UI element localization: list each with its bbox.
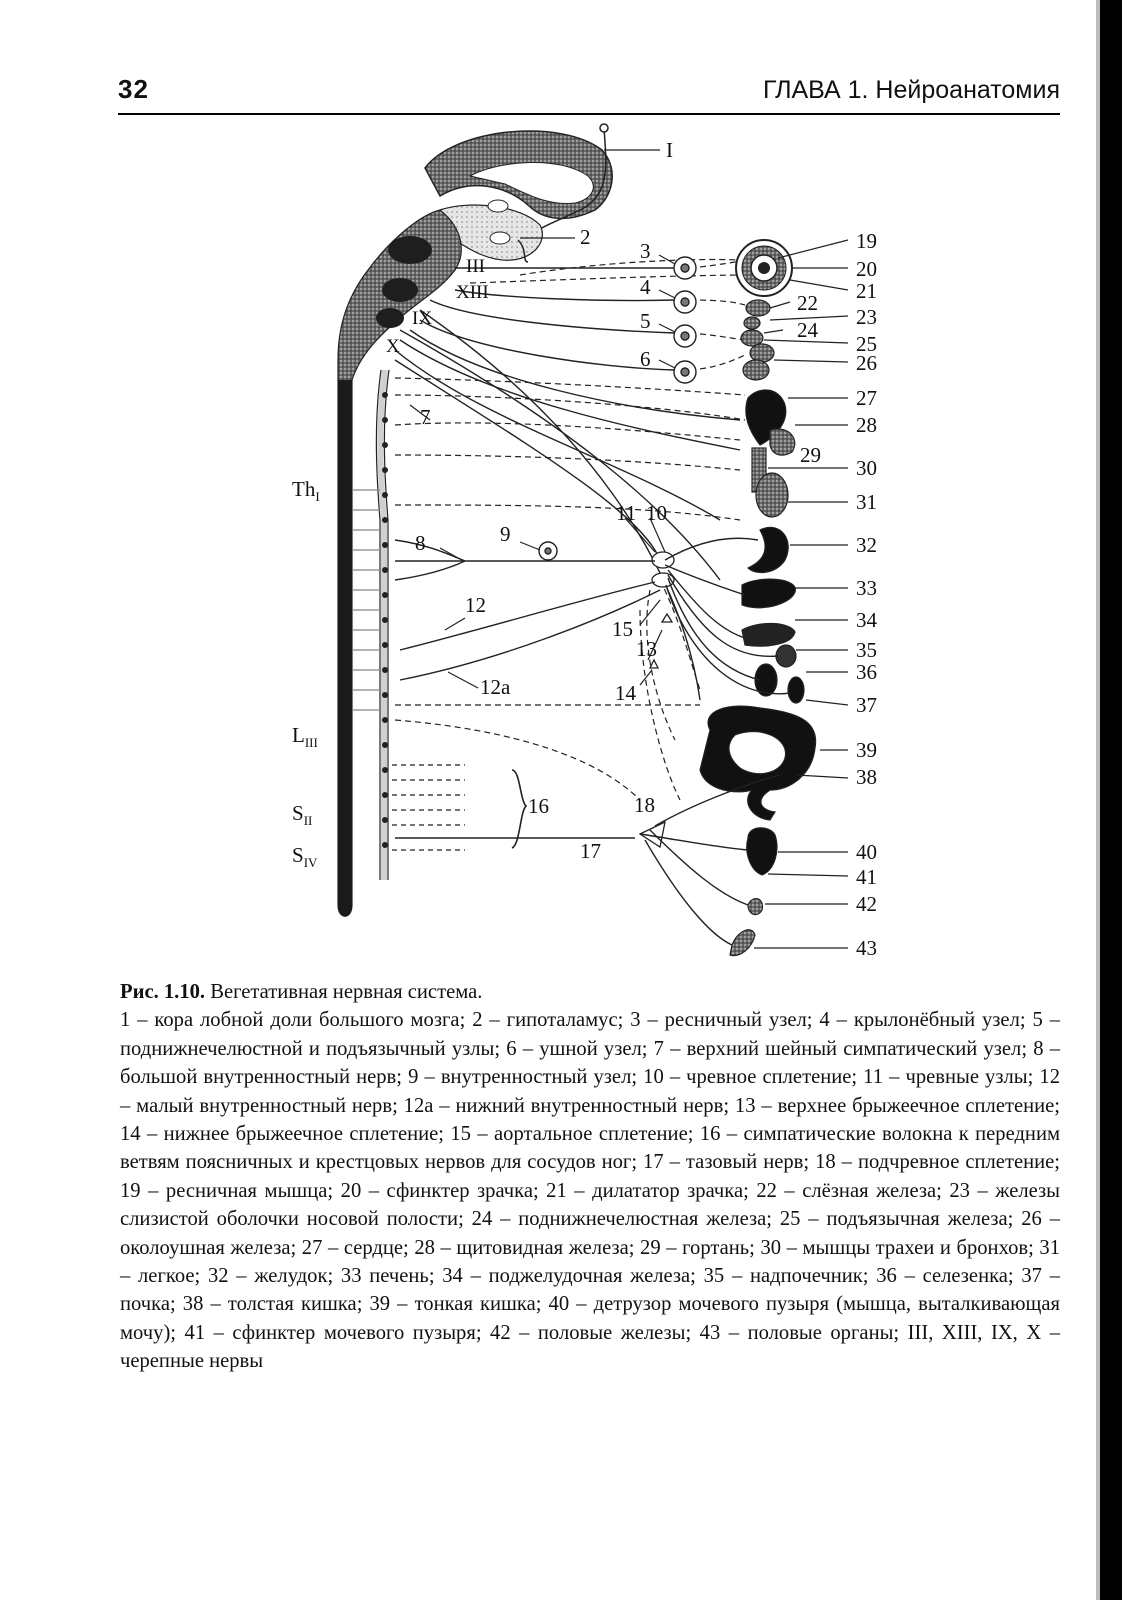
label-31: 31: [856, 490, 877, 514]
brace-16: [512, 770, 526, 848]
caption-title: [120, 978, 1060, 1006]
lung: [756, 473, 788, 517]
inf-mesenteric-plexus: [650, 660, 658, 668]
label-33: 33: [856, 576, 877, 600]
label-18: 18: [634, 793, 655, 817]
label-s4: $S_{IV}$: [292, 843, 318, 870]
label-6: 6: [640, 347, 651, 371]
label-32: 32: [856, 533, 877, 557]
gonad: [748, 899, 762, 915]
label-4: 4: [640, 275, 651, 299]
label-5: 5: [640, 309, 651, 333]
bladder: [747, 828, 777, 875]
stomach: [748, 527, 788, 572]
label-20: 20: [856, 257, 877, 281]
label-27: 27: [856, 386, 877, 410]
label-24: 24: [797, 318, 818, 342]
label-42: 42: [856, 892, 877, 916]
label-29: 29: [800, 443, 821, 467]
label-26: 26: [856, 351, 877, 375]
sympathetic-trunk: [352, 370, 389, 880]
label-30: 30: [856, 456, 877, 480]
label-14: 14: [615, 681, 636, 705]
label-39: 39: [856, 738, 877, 762]
label-25: 25: [856, 332, 877, 356]
label-9: 9: [500, 522, 511, 546]
label-s2: $S_{II}$: [292, 801, 313, 828]
label-19: 19: [856, 229, 877, 253]
adrenal: [776, 645, 796, 667]
label-35: 35: [856, 638, 877, 662]
caption-title-text: Вегетативная нервная система.: [210, 981, 483, 1003]
label-41: 41: [856, 865, 877, 889]
page-number: 32: [118, 74, 149, 104]
thyroid: [770, 429, 795, 455]
label-cn-III: III: [466, 256, 485, 277]
lumbosacral-fibres: [392, 765, 465, 850]
sup-mesenteric-plexus: [662, 614, 672, 622]
label-16: 16: [528, 794, 549, 818]
label-2: 2: [580, 225, 591, 249]
spinal-cord: [338, 380, 352, 905]
pelvic-organs: [730, 828, 777, 956]
abdominal-organs: [700, 527, 816, 820]
caption-body: 1 – кора лобной доли большого мозга; 2 – гипоталамус; 3 – ресничный узел; 4 – крылонёбный узел; 5 – поднижнечелюстной и подъязычный узлы; 6 – ушной узел; 7 – верхний шейный симпатический узел; 8 – большой внутренностный нерв; 9 – внутренностный узел; 10 – чревное сплетение; 11 – чревные узлы; 12 – малый внутренностный нерв; 12а – нижний внутренностный нерв; 13 – верхнее брыжеечное сплетение; 14 – нижнее брыжеечное сплетение; 15 – аортальное сплетение; 16 – симпатические волокна к передним ветвям поясничных и крестцовых нервов для сосудов ног; 17 – тазовый нерв; 18 – подчревное сплетение; 19 – ресничная мышца; 20 – сфинктер зрачка; 21 – дилататор зрачка; 22 – слёзная железа; 23 – железы слизистой оболочки носовой полости; 24 – поднижнечелюстная железа; 25 – подъязычная железа; 26 – околоушная железа; 27 – сердце; 28 – щитовидная железа; 29 – гортань; 30 – мышцы трахеи и бронхов; 31 – легкое; 32 – желудок; 33 печень; 34 – поджелудочная железа; 35 – надпочечник; 36 – селезенка; 37 – почка; 38 – толстая кишка; 39 – тонкая кишка; 40 – детрузор мочевого пузыря (мышца, выталкивающая мочу); 41 – сфинктер мочевого пузыря; 42 – половые железы; 43 – половые органы; III, XIII, IX, X – черепные нервы: [120, 1009, 1060, 1373]
label-34: 34: [856, 608, 877, 632]
label-8: 8: [415, 531, 426, 555]
label-13: 13: [636, 637, 657, 661]
thoracic-organs: [746, 390, 795, 517]
label-40: 40: [856, 840, 877, 864]
label-1: I: [666, 138, 673, 162]
label-th1: $Th_I$: [292, 477, 320, 504]
label-37: 37: [856, 693, 877, 717]
label-10: 10: [646, 501, 667, 525]
label-12a: 12a: [480, 675, 511, 699]
label-cn-XIII: XIII: [456, 282, 489, 303]
label-7: 7: [420, 405, 431, 429]
label-11: 11: [616, 501, 637, 525]
label-cn-IX: IX: [412, 308, 433, 329]
label-23: 23: [856, 305, 877, 329]
running-head: ГЛАВА 1. Нейроанатомия: [762, 76, 1060, 104]
brain-drawing: [338, 124, 612, 916]
label-l3: $L_{III}$: [292, 723, 318, 750]
eye-drawing: [736, 240, 792, 296]
label-3: 3: [640, 239, 651, 263]
label-21: 21: [856, 279, 877, 303]
kidney: [788, 677, 804, 703]
figure-caption: [120, 978, 1060, 1376]
label-cn-X: X: [386, 336, 400, 357]
label-15: 15: [612, 617, 633, 641]
label-17: 17: [580, 839, 601, 863]
liver: [742, 579, 795, 608]
genital-organ: [730, 930, 755, 956]
label-28: 28: [856, 413, 877, 437]
label-12: 12: [465, 593, 486, 617]
label-38: 38: [856, 765, 877, 789]
label-43: 43: [856, 936, 877, 960]
celiac-plexus: [652, 552, 674, 568]
label-36: 36: [856, 660, 877, 684]
pancreas: [742, 623, 795, 646]
caption-figure-number: Рис. 1.10.: [120, 981, 206, 1003]
label-22: 22: [797, 291, 818, 315]
